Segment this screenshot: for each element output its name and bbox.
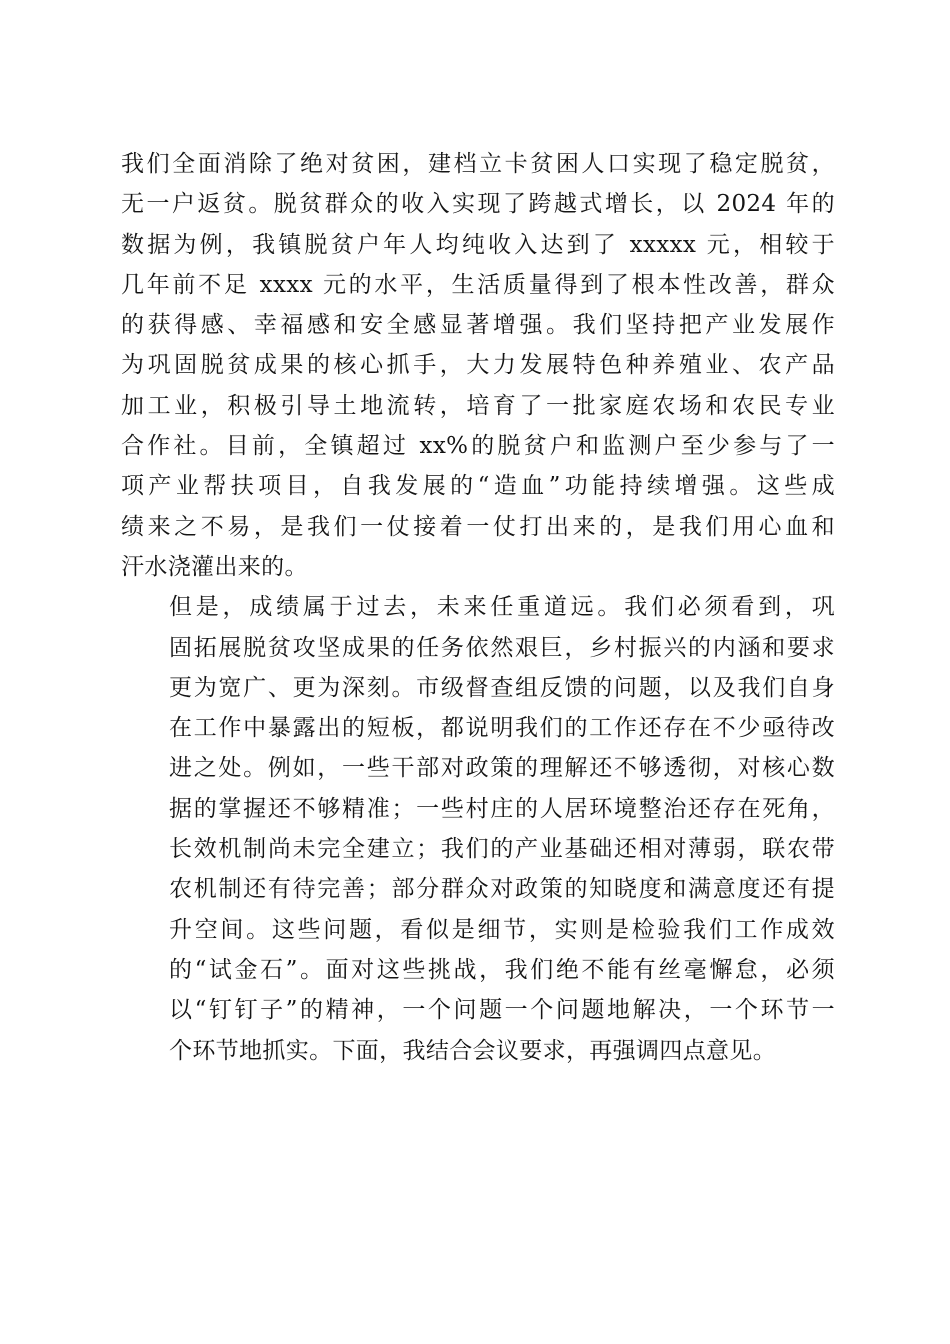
document-body xyxy=(121,144,835,1071)
text-line: 绩来之不易，是我们一仗接着一仗打出来的，是我们用心血和 xyxy=(121,513,835,540)
text-line: 在工作中暴露出的短板，都说明我们的工作还存在不少亟待改 xyxy=(169,715,835,742)
text-line: 几年前不足 xxxx 元的水平，生活质量得到了根本性改善，群众 xyxy=(121,271,835,298)
text-line: 升空间。这些问题，看似是细节，实则是检验我们工作成效 xyxy=(169,916,835,943)
text-line: 据的掌握还不够精准；一些村庄的人居环境整治还存在死角， xyxy=(169,795,835,822)
text-line: 长效机制尚未完全建立；我们的产业基础还相对薄弱，联农带 xyxy=(169,836,835,863)
text-line: 我们全面消除了绝对贫困，建档立卡贫困人口实现了稳定脱贫， xyxy=(121,151,835,177)
text-line: 的获得感、幸福感和安全感显著增强。我们坚持把产业发展作 xyxy=(121,312,835,339)
text-line: 汗水浇灌出来的。 xyxy=(121,553,308,580)
text-line: 加工业，积极引导土地流转，培育了一批家庭农场和农民专业 xyxy=(121,392,835,419)
text-line: 数据为例，我镇脱贫户年人均纯收入达到了 xxxxx 元，相较于 xyxy=(121,231,835,258)
text-line: 但是，成绩属于过去，未来任重道远。我们必须看到，巩 xyxy=(169,594,835,621)
paragraph-achievements xyxy=(121,144,835,587)
text-line: 合作社。目前，全镇超过 xx%的脱贫户和监测户至少参与了一 xyxy=(121,433,835,460)
text-line: 项产业帮扶项目，自我发展的“造血”功能持续增强。这些成 xyxy=(121,473,835,500)
text-line: 固拓展脱贫攻坚成果的任务依然艰巨，乡村振兴的内涵和要求 xyxy=(169,634,835,661)
text-line: 进之处。例如，一些干部对政策的理解还不够透彻，对核心数 xyxy=(169,755,835,782)
text-line: 无一户返贫。脱贫群众的收入实现了跨越式增长，以 2024 年的 xyxy=(121,191,835,218)
text-line: 更为宽广、更为深刻。市级督查组反馈的问题，以及我们自身 xyxy=(169,674,835,701)
paragraph-challenges xyxy=(121,587,835,1071)
text-line: 为巩固脱贫成果的核心抓手，大力发展特色种养殖业、农产品 xyxy=(121,352,835,379)
text-line: 的“试金石”。面对这些挑战，我们绝不能有丝毫懈怠，必须 xyxy=(169,956,835,983)
text-line: 个环节地抓实。下面，我结合会议要求，再强调四点意见。 xyxy=(169,1037,777,1064)
text-line: 农机制还有待完善；部分群众对政策的知晓度和满意度还有提 xyxy=(169,876,835,903)
text-line: 以“钉钉子”的精神，一个问题一个问题地解决，一个环节一 xyxy=(169,997,835,1024)
